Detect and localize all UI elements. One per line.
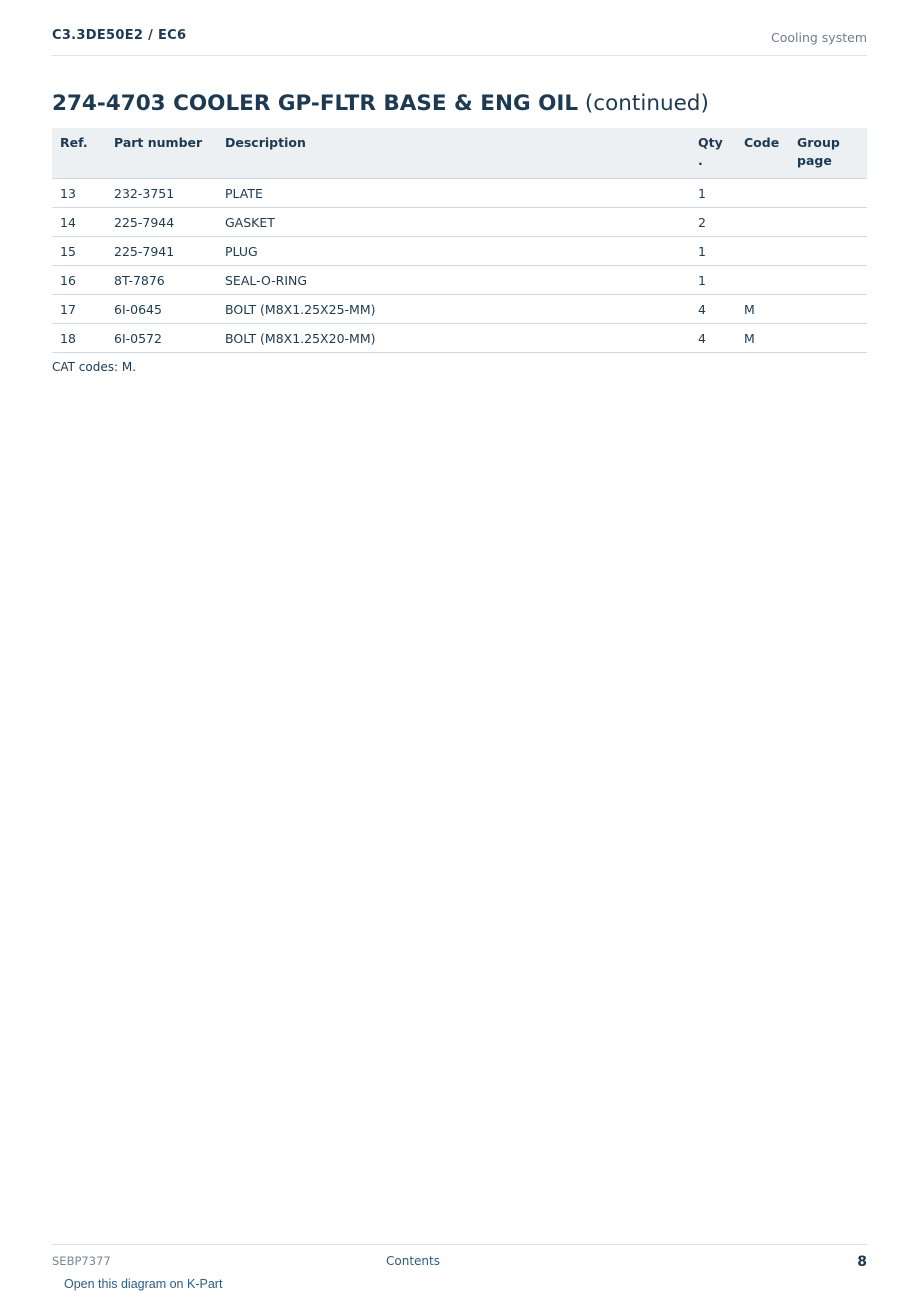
page-number: 8 — [857, 1254, 867, 1270]
assembly-title: 274-4703 COOLER GP-FLTR BASE & ENG OIL — [52, 91, 579, 116]
cell-code — [736, 237, 789, 266]
parts-table-body — [52, 179, 867, 353]
document-page — [52, 0, 867, 1300]
cell-code — [736, 208, 789, 237]
table-row — [52, 295, 867, 324]
cell-part-number: 6I-0645 — [106, 295, 217, 324]
cell-description: PLATE — [217, 179, 690, 208]
cell-description: BOLT (M8X1.25X20-MM) — [217, 324, 690, 353]
cell-group-page — [789, 324, 867, 353]
column-header-description: Description — [217, 128, 690, 179]
cell-group-page — [789, 266, 867, 295]
cell-qty: 2 — [690, 208, 736, 237]
running-header — [52, 28, 867, 56]
parts-table-header — [52, 128, 867, 179]
page-title — [52, 90, 709, 118]
column-header-code: Code — [736, 128, 789, 179]
cell-qty: 4 — [690, 324, 736, 353]
cell-description: SEAL-O-RING — [217, 266, 690, 295]
model-designation: C3.3DE50E2 / EC6 — [52, 28, 187, 43]
cell-group-page — [789, 179, 867, 208]
table-row — [52, 237, 867, 266]
cell-description: PLUG — [217, 237, 690, 266]
cell-description: GASKET — [217, 208, 690, 237]
contents-link[interactable]: Contents — [386, 1254, 440, 1268]
cell-qty: 1 — [690, 237, 736, 266]
cell-part-number: 8T-7876 — [106, 266, 217, 295]
cell-part-number: 232-3751 — [106, 179, 217, 208]
table-row — [52, 208, 867, 237]
column-header-group-page — [789, 128, 867, 179]
open-kpart-link[interactable]: Open this diagram on K-Part — [64, 1277, 223, 1291]
column-header-qty-line1: Qty — [698, 135, 723, 150]
cell-ref: 15 — [52, 237, 106, 266]
cell-ref: 13 — [52, 179, 106, 208]
cell-code — [736, 266, 789, 295]
cell-part-number: 6I-0572 — [106, 324, 217, 353]
column-header-qty-line2: . — [698, 153, 703, 168]
column-header-group-line1: Group — [797, 135, 840, 150]
parts-table — [52, 128, 867, 353]
column-header-qty — [690, 128, 736, 179]
cell-qty: 1 — [690, 266, 736, 295]
cell-code: M — [736, 324, 789, 353]
cell-description: BOLT (M8X1.25X25-MM) — [217, 295, 690, 324]
cat-codes-note: CAT codes: M. — [52, 360, 137, 374]
table-row — [52, 266, 867, 295]
cell-part-number: 225-7944 — [106, 208, 217, 237]
cell-ref: 14 — [52, 208, 106, 237]
table-row — [52, 179, 867, 208]
continued-label: (continued) — [584, 91, 709, 116]
cell-part-number: 225-7941 — [106, 237, 217, 266]
document-id: SEBP7377 — [52, 1254, 111, 1268]
cell-code — [736, 179, 789, 208]
page-footer — [52, 1244, 867, 1291]
cell-group-page — [789, 208, 867, 237]
section-name: Cooling system — [771, 30, 867, 45]
column-header-part-number: Part number — [106, 128, 217, 179]
header-row — [52, 128, 867, 179]
cell-qty: 4 — [690, 295, 736, 324]
cell-group-page — [789, 237, 867, 266]
column-header-ref: Ref. — [52, 128, 106, 179]
cell-ref: 18 — [52, 324, 106, 353]
cell-group-page — [789, 295, 867, 324]
cell-code: M — [736, 295, 789, 324]
column-header-group-line2: page — [797, 153, 832, 168]
table-row — [52, 324, 867, 353]
cell-ref: 17 — [52, 295, 106, 324]
cell-qty: 1 — [690, 179, 736, 208]
cell-ref: 16 — [52, 266, 106, 295]
